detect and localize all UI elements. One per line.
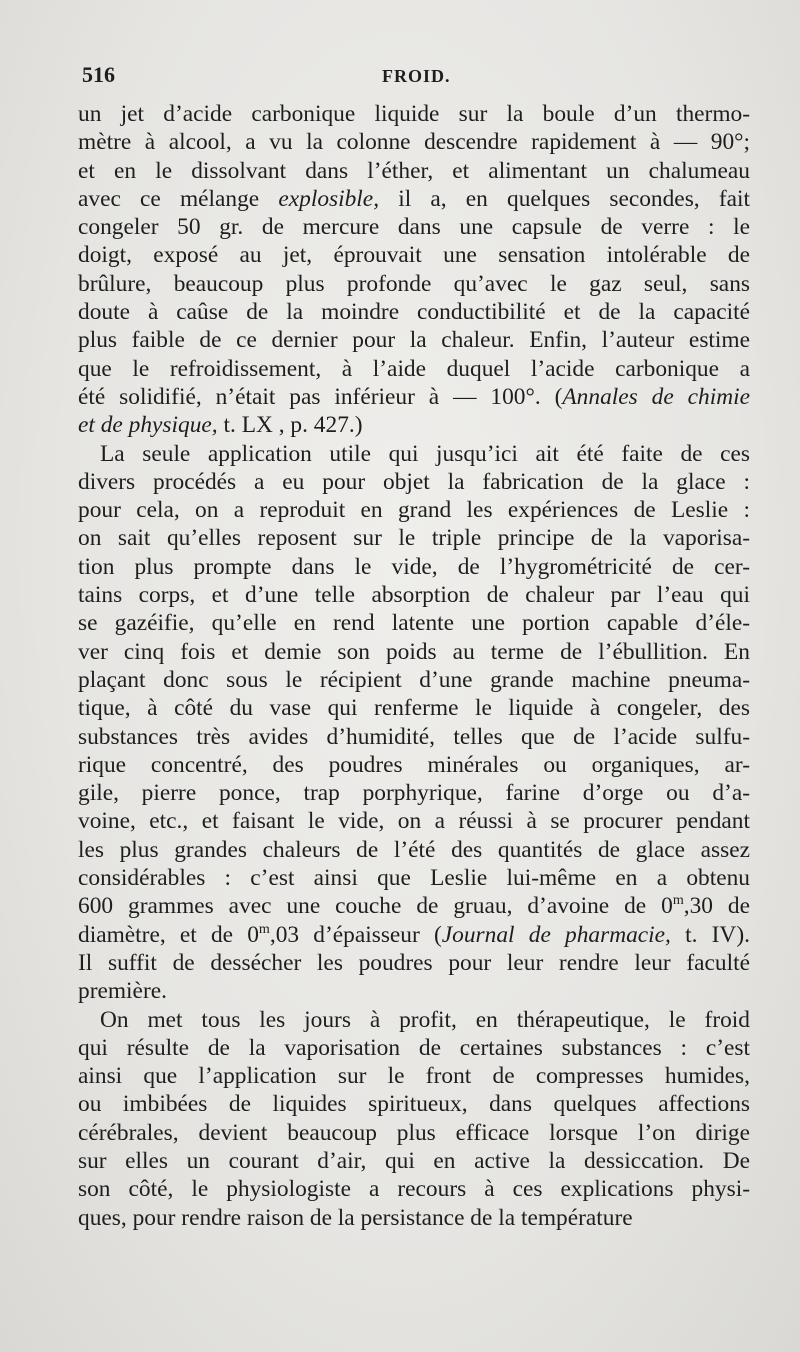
text-line xyxy=(78,581,750,609)
text-run: Il suffit de dessécher les poudres pour leur rendre leur faculté xyxy=(78,949,750,976)
text-run: il a, en quelques secondes, fait xyxy=(379,185,750,212)
text-run: sur elles un courant d’air, qui en active la dessiccation. De xyxy=(78,1147,750,1174)
text-run: congeler 50 gr. de mercure dans une capsule de verre : le xyxy=(78,214,750,241)
text-line xyxy=(78,892,750,920)
text-run: été solidifié, n’était pas inférieur à — 100°. ( xyxy=(78,383,563,410)
text-line xyxy=(78,496,750,524)
text-run: divers procédés a eu pour objet la fabrication de la glace : xyxy=(78,468,750,495)
text-line xyxy=(78,1090,750,1118)
text-line xyxy=(78,836,750,864)
text-line xyxy=(78,440,750,468)
text-line xyxy=(78,666,750,694)
text-line xyxy=(78,949,750,977)
text-run: on sait qu’elles reposent sur le triple principe de la vaporisa- xyxy=(78,525,750,552)
text-line xyxy=(78,1147,750,1175)
text-run: ou imbibées de liquides spiritueux, dans quelques affections xyxy=(78,1091,750,1118)
italic-text: Annales de chimie xyxy=(562,383,751,410)
text-line xyxy=(78,1204,750,1232)
page-number: 516 xyxy=(82,62,115,87)
text-run: gile, pierre ponce, trap porphyrique, farine d’orge ou d’a- xyxy=(78,780,750,807)
page-header xyxy=(82,62,750,96)
text-line xyxy=(78,157,750,185)
text-run: un jet d’acide carbonique liquide sur la boule d’un thermo- xyxy=(78,101,750,127)
text-line xyxy=(78,326,750,354)
italic-text: Journal de pharmacie, xyxy=(441,921,671,948)
text-run: mètre à alcool, a vu la colonne descendre rapidement à — 90°; xyxy=(78,129,750,156)
text-line xyxy=(78,751,750,779)
text-run: ver cinq fois et demie son poids au terme de l’ébullition. En xyxy=(78,638,750,665)
text-line xyxy=(78,270,750,298)
text-line xyxy=(78,1175,750,1203)
text-run: brûlure, beaucoup plus profonde qu’avec le gaz seul, sans xyxy=(78,270,750,297)
text-run: tains corps, et d’une telle absorption de chaleur par l’eau qui xyxy=(78,582,750,609)
text-line xyxy=(78,411,750,439)
text-run: ques, pour rendre raison de la persistance de la température xyxy=(78,1204,633,1231)
text-line xyxy=(78,638,750,666)
text-run: tique, à côté du vase qui renferme le liquide à congeler, des xyxy=(78,695,750,722)
text-line xyxy=(78,128,750,156)
text-run: t. LX , p. 427.) xyxy=(217,412,363,439)
text-line xyxy=(78,1006,750,1034)
italic-text: explosible, xyxy=(278,185,380,212)
text-line xyxy=(78,694,750,722)
text-run: qui résulte de la vaporisation de certaines substances : c’est xyxy=(78,1034,750,1061)
italic-text: et de physique, xyxy=(78,412,218,439)
text-run: plus faible de ce dernier pour la chaleur. Enfin, l’auteur estime xyxy=(78,327,750,354)
text-run: ,03 d’épaisseur ( xyxy=(269,921,442,948)
text-line xyxy=(78,779,750,807)
text-line xyxy=(78,977,750,1005)
text-run: doute à caûse de la moindre conductibilité et de la capacité xyxy=(78,299,750,326)
superscript-unit: m xyxy=(672,892,684,909)
text-run: t. IV). xyxy=(670,921,750,948)
text-run: les plus grandes chaleurs de l’été des quantités de glace assez xyxy=(78,836,750,863)
text-run: diamètre, et de 0 xyxy=(78,921,259,948)
text-line xyxy=(78,524,750,552)
text-line xyxy=(78,100,750,128)
text-run: 600 grammes avec une couche de gruau, d’avoine de 0 xyxy=(78,893,673,920)
text-line xyxy=(78,609,750,637)
text-line xyxy=(78,553,750,581)
text-run: et en le dissolvant dans l’éther, et alimentant un chalumeau xyxy=(78,157,750,184)
text-run: cérébrales, devient beaucoup plus efficace lorsque l’on dirige xyxy=(78,1119,750,1146)
text-run: doigt, exposé au jet, éprouvait une sensation intolérable de xyxy=(78,242,750,269)
text-line xyxy=(78,1034,750,1062)
text-line xyxy=(78,723,750,751)
text-run: voine, etc., et faisant le vide, on a réussi à se procurer pendant xyxy=(78,808,750,835)
text-line xyxy=(78,241,750,269)
text-line xyxy=(78,1119,750,1147)
text-line xyxy=(78,298,750,326)
text-line xyxy=(78,185,750,213)
text-run: considérables : c’est ainsi que Leslie lui-même en a obtenu xyxy=(78,865,750,892)
text-line xyxy=(78,355,750,383)
body-text xyxy=(78,100,750,1232)
text-run: On met tous les jours à profit, en thérapeutique, le froid xyxy=(100,1006,750,1033)
running-head: FROID. xyxy=(382,66,451,86)
text-line xyxy=(78,807,750,835)
superscript-unit: m xyxy=(258,920,270,937)
text-run: ,30 de xyxy=(683,893,750,920)
text-run: avec ce mélange xyxy=(78,185,279,212)
text-line xyxy=(78,468,750,496)
text-run: La seule application utile qui jusqu’ici ait été faite de ces xyxy=(100,440,750,467)
text-run: pour cela, on a reproduit en grand les expériences de Leslie : xyxy=(78,497,750,524)
text-run: rique concentré, des poudres minérales ou organiques, ar- xyxy=(78,751,750,778)
text-line xyxy=(78,1062,750,1090)
text-run: plaçant donc sous le récipient d’une grande machine pneuma- xyxy=(78,666,750,693)
text-run: ainsi que l’application sur le front de compresses humides, xyxy=(78,1063,750,1090)
text-run: première. xyxy=(78,978,167,1005)
text-run: son côté, le physiologiste a recours à ces explications physi- xyxy=(78,1176,750,1203)
text-line xyxy=(78,921,750,949)
text-line xyxy=(78,864,750,892)
text-run: se gazéifie, qu’elle en rend latente une portion capable d’éle- xyxy=(78,610,750,637)
text-run: tion plus prompte dans le vide, de l’hygrométricité de cer- xyxy=(78,553,750,580)
text-line xyxy=(78,383,750,411)
text-line xyxy=(78,213,750,241)
text-run: substances très avides d’humidité, telles que de l’acide sulfu- xyxy=(78,723,750,750)
text-run: que le refroidissement, à l’aide duquel l’acide carbonique a xyxy=(78,355,750,382)
